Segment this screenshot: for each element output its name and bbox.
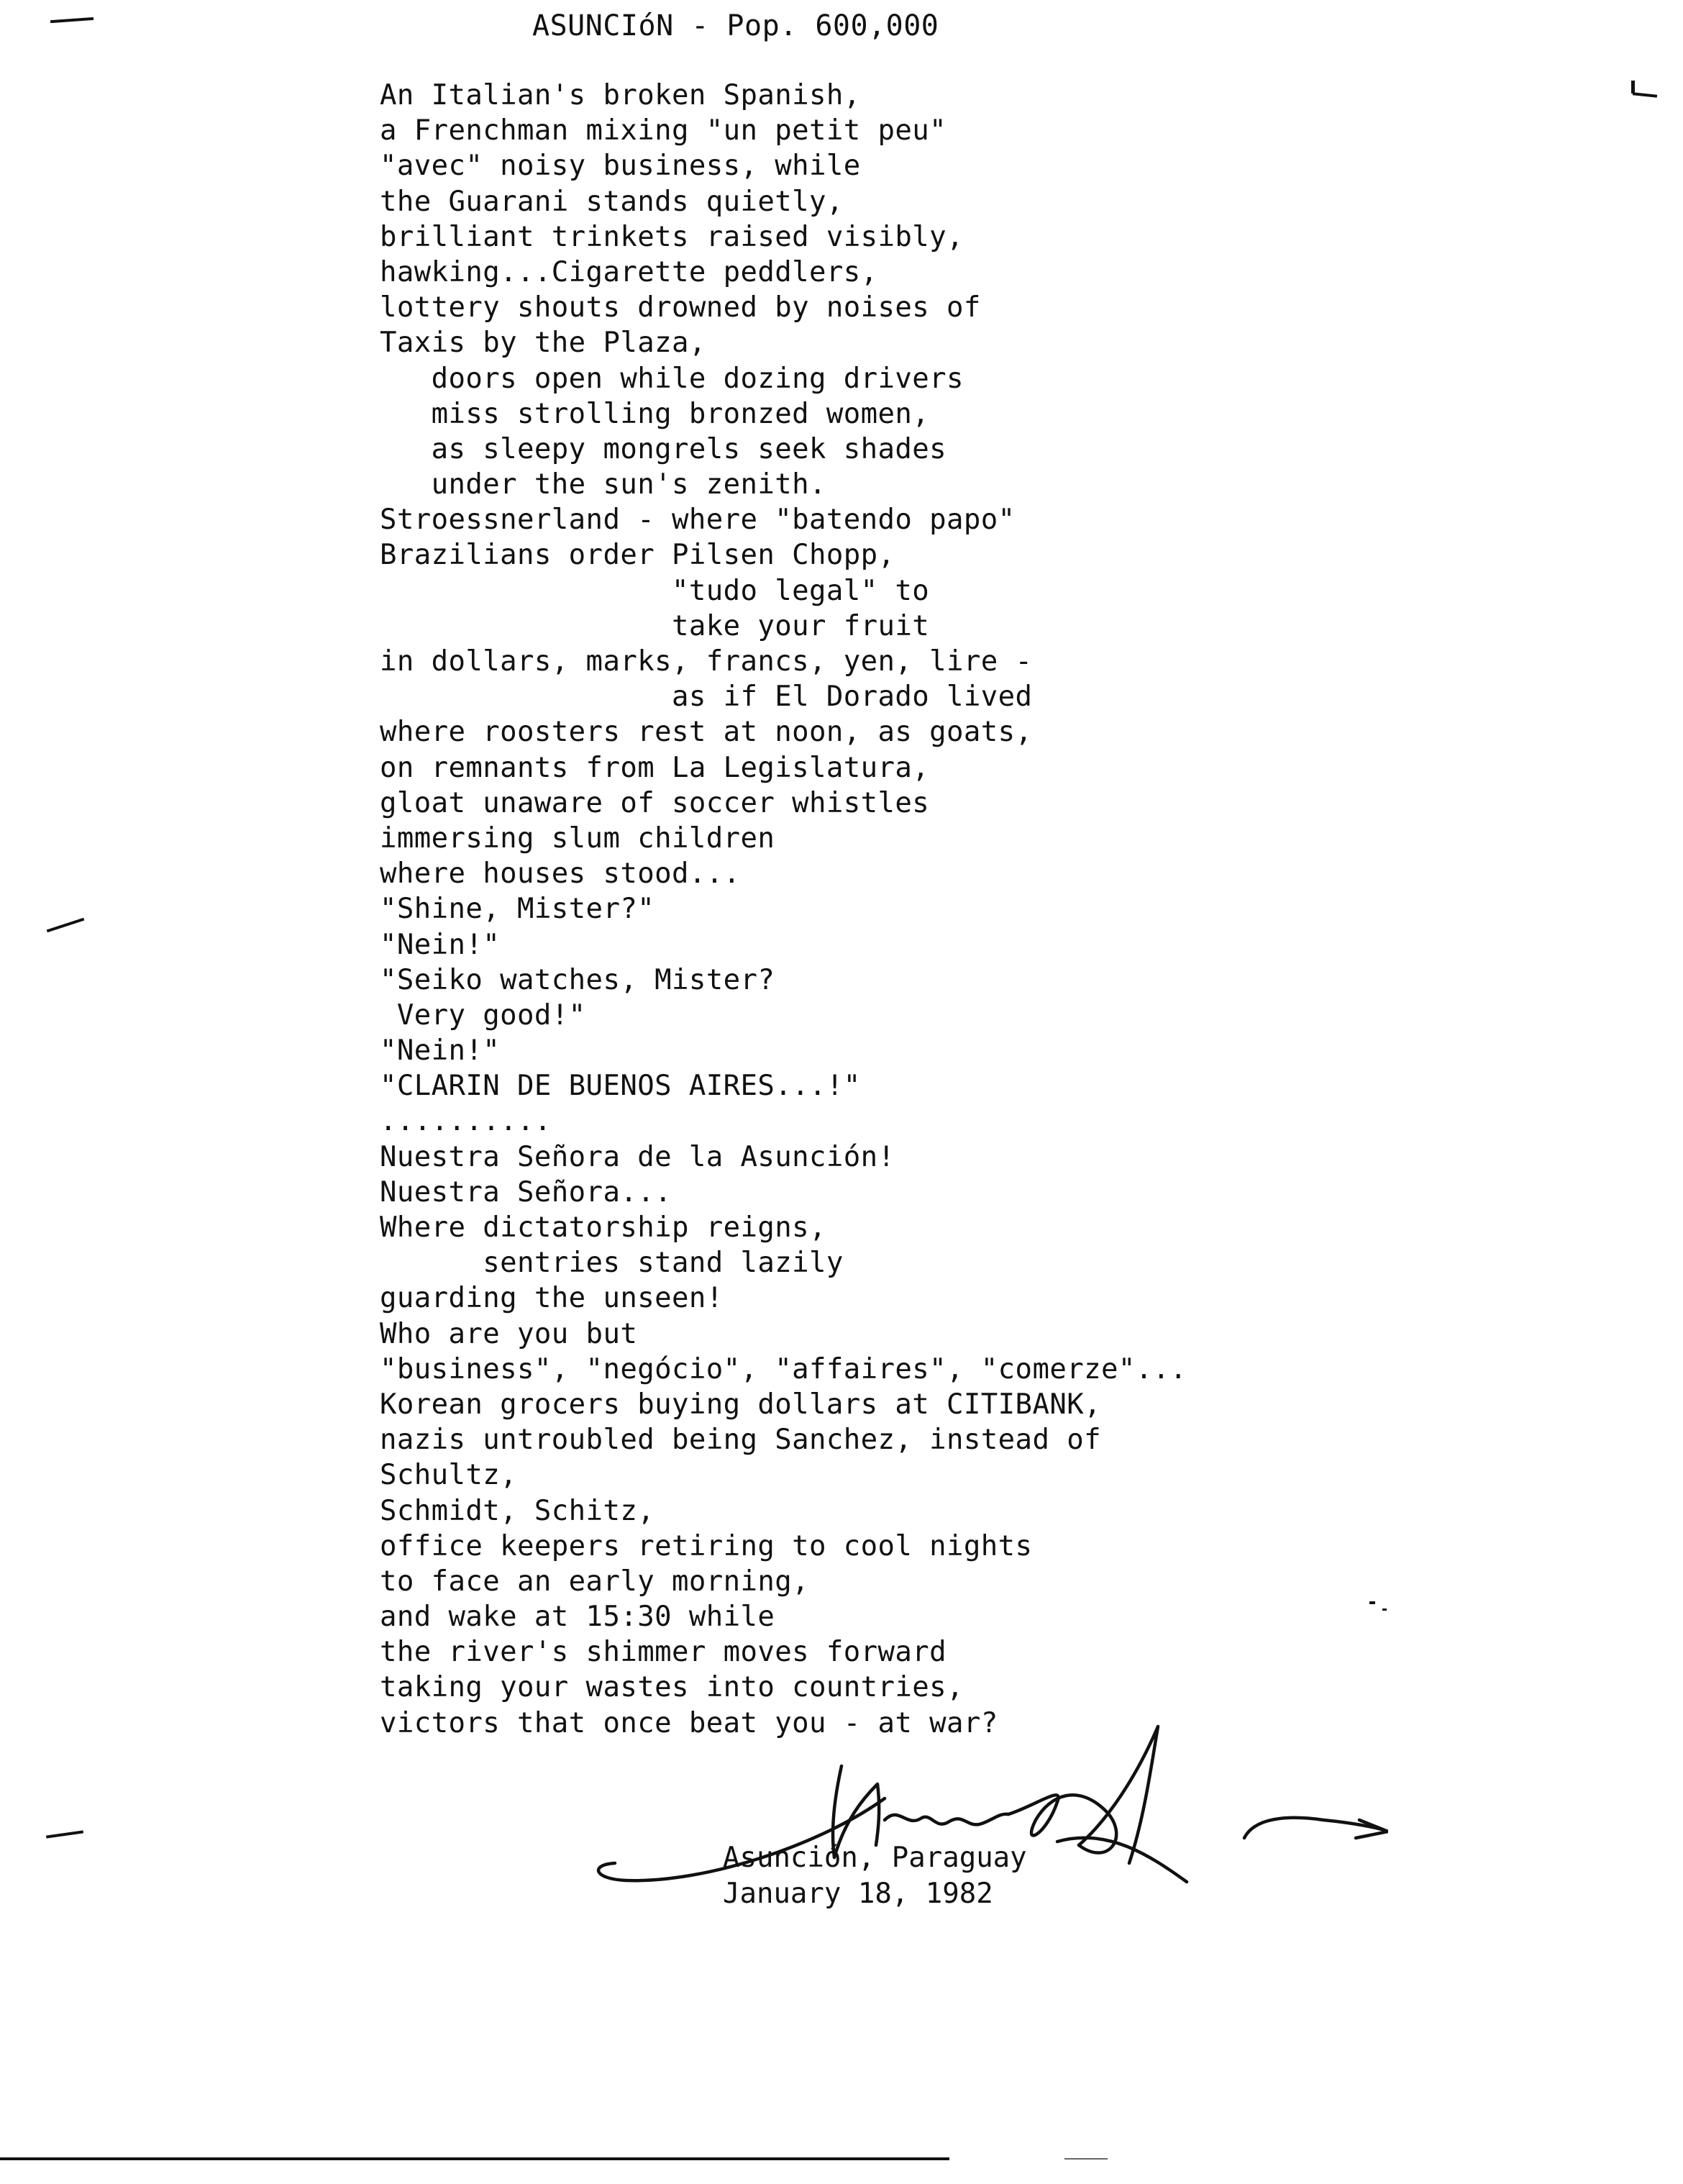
poem-line: An Italian's broken Spanish, xyxy=(380,79,861,112)
poem-line: hawking...Cigarette peddlers, xyxy=(380,255,878,288)
date-line: January 18, 1982 xyxy=(723,1878,993,1910)
margin-mark xyxy=(46,1830,83,1838)
margin-mark xyxy=(1369,1601,1375,1604)
margin-mark xyxy=(1631,81,1635,94)
poem-line: Korean grocers buying dollars at CITIBANK, xyxy=(380,1388,1101,1421)
poem-line: "CLARIN DE BUENOS AIRES...!" xyxy=(380,1070,861,1103)
poem-line: Nuestra Señora de la Asunción! xyxy=(380,1140,895,1173)
poem-line: the river's shimmer moves forward xyxy=(380,1636,947,1669)
poem-line: as if El Dorado lived xyxy=(380,681,1033,714)
margin-mark xyxy=(1382,1609,1387,1611)
poem-line: nazis untroubled being Sanchez, instead of xyxy=(380,1424,1101,1457)
poem-line: take your fruit xyxy=(380,609,930,642)
poem-line: Schultz, xyxy=(380,1459,518,1492)
poem-line: "Nein!" xyxy=(380,1034,501,1068)
poem-line: Nuestra Señora... xyxy=(380,1175,672,1209)
poem-line: a Frenchman mixing "un petit peu" xyxy=(380,114,947,147)
poem-line: office keepers retiring to cool nights xyxy=(380,1529,1033,1562)
place-line: Asunción, Paraguay xyxy=(723,1842,1027,1874)
poem-line: and wake at 15:30 while xyxy=(380,1601,775,1634)
poem-line: Taxis by the Plaza, xyxy=(380,327,706,360)
poem-title: ASUNCIóN - Pop. 600,000 xyxy=(532,9,939,42)
scan-bottom-edge xyxy=(0,2155,1683,2162)
poem-line: miss strolling bronzed women, xyxy=(380,397,930,430)
poem-line: Stroessnerland - where "batendo papo" xyxy=(380,504,1016,537)
poem-line: "Seiko watches, Mister? xyxy=(380,963,775,996)
poem-line: Where dictatorship reigns, xyxy=(380,1211,826,1244)
poem-line: lottery shouts drowned by noises of xyxy=(380,291,981,324)
poem-line: doors open while dozing drivers xyxy=(380,362,964,395)
margin-mark xyxy=(47,918,85,932)
poem-line: Brazilians order Pilsen Chopp, xyxy=(380,539,895,572)
poem-line: immersing slum children xyxy=(380,822,775,855)
poem-line: sentries stand lazily xyxy=(380,1247,844,1280)
poem-line: where roosters rest at noon, as goats, xyxy=(380,716,1033,749)
poem-line: "Shine, Mister?" xyxy=(380,893,655,926)
poem-line: Who are you but xyxy=(380,1317,638,1350)
poem-line: taking your wastes into countries, xyxy=(380,1671,964,1704)
poem-line: "business", "negócio", "affaires", "comerze"... xyxy=(380,1352,1187,1386)
poem-line: brilliant trinkets raised visibly, xyxy=(380,220,964,253)
poem-line: where houses stood... xyxy=(380,857,741,891)
poem-line: guarding the unseen! xyxy=(380,1282,724,1315)
poem-line: in dollars, marks, francs, yen, lire - xyxy=(380,645,1033,678)
margin-mark xyxy=(50,17,94,23)
poem-line: as sleepy mongrels seek shades xyxy=(380,432,947,465)
poem-line: on remnants from La Legislatura, xyxy=(380,751,930,784)
poem-line: under the sun's zenith. xyxy=(380,468,826,501)
poem-line: victors that once beat you - at war? xyxy=(380,1706,998,1739)
poem-line: "Nein!" xyxy=(380,928,501,961)
poem-line: Very good!" xyxy=(380,998,586,1032)
poem-line: to face an early morning, xyxy=(380,1565,809,1598)
poem-line: gloat unaware of soccer whistles xyxy=(380,786,930,819)
poem-line: "avec" noisy business, while xyxy=(380,150,861,183)
poem-line: Schmidt, Schitz, xyxy=(380,1494,655,1527)
margin-mark xyxy=(1633,92,1657,98)
poem-line: the Guarani stands quietly, xyxy=(380,185,844,218)
poem-line: "tudo legal" to xyxy=(380,574,930,607)
poem-body xyxy=(380,78,1187,1741)
poem-line: .......... xyxy=(380,1105,552,1138)
